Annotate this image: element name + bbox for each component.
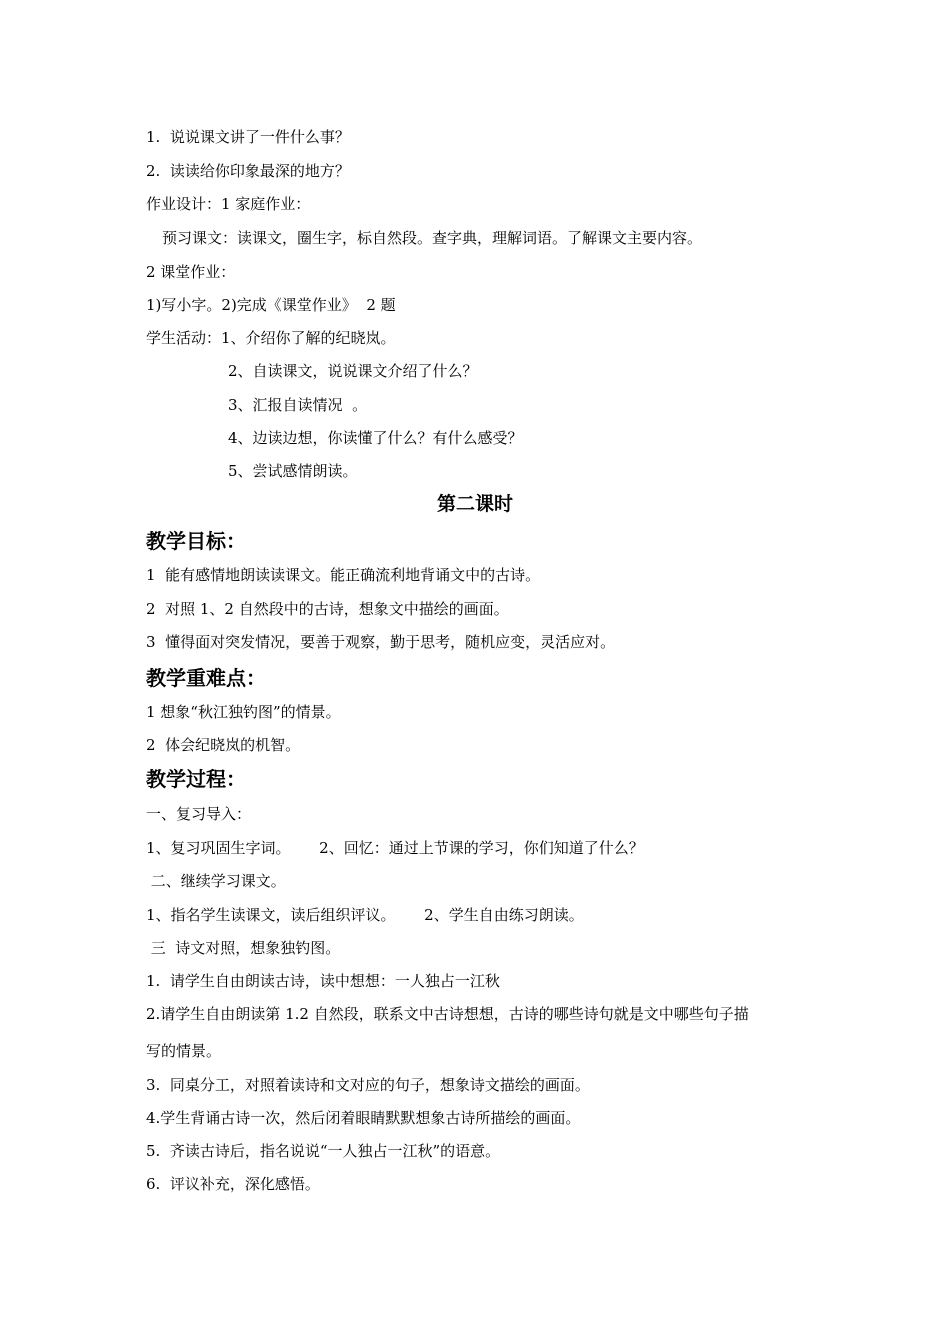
- student-activity-3: 3、汇报自读情况 。: [228, 396, 368, 414]
- poem-step-5: 5. 齐读古诗后，指名说说“一人独占一江秋”的语意。: [146, 1142, 501, 1160]
- goal-3: 3 懂得面对突发情况，要善于观察，勤于思考，随机应变，灵活应对。: [146, 633, 616, 651]
- poem-step-2: 2.请学生自由朗读第 1.2 自然段，联系文中古诗想想，古诗的哪些诗句就是文中哪些句子描: [146, 1005, 749, 1023]
- lesson-title: 第二课时: [436, 493, 513, 515]
- question-1: 1. 说说课文讲了一件什么事？: [146, 128, 350, 146]
- poem-step-6: 6. 评议补充，深化感悟。: [146, 1175, 320, 1193]
- keypoint-2: 2 体会纪晓岚的机智。: [146, 736, 301, 754]
- process-heading: 教学过程：: [146, 767, 246, 791]
- poem-step-4: 4.学生背诵古诗一次，然后闭着眼睛默默想象古诗所描绘的画面。: [146, 1109, 581, 1127]
- goals-heading: 教学目标：: [146, 529, 246, 553]
- goal-1: 1 能有感情地朗读读课文。能正确流利地背诵文中的古诗。: [146, 566, 541, 584]
- poem-step-2-continued: 写的情景。: [146, 1042, 222, 1060]
- student-activity-2: 2、自读课文，说说课文介绍了什么？: [228, 362, 478, 380]
- homework-title: 作业设计：1 家庭作业：: [146, 195, 311, 213]
- student-activity-1: 学生活动：1、介绍你了解的纪晓岚。: [146, 329, 396, 347]
- poem-step-3: 3. 同桌分工，对照着读诗和文对应的句子，想象诗文描绘的画面。: [146, 1076, 590, 1094]
- review-items: 1、复习巩固生字词。 2、回忆：通过上节课的学习，你们知道了什么？: [146, 839, 644, 857]
- homework-preview: 预习课文：读课文，圈生字，标自然段。查字典，理解词语。了解课文主要内容。: [162, 229, 703, 247]
- poem-step-1: 1. 请学生自由朗读古诗，读中想想：一人独占一江秋: [146, 972, 500, 990]
- keypoint-1: 1 想象“秋江独钓图”的情景。: [146, 703, 341, 721]
- question-2: 2. 读读给你印象最深的地方？: [146, 162, 350, 180]
- class-homework-title: 2 课堂作业：: [146, 263, 236, 281]
- student-activity-5: 5、尝试感情朗读。: [228, 462, 358, 480]
- goal-2: 2 对照 1、2 自然段中的古诗，想象文中描绘的画面。: [146, 600, 509, 618]
- step-review: 一、复习导入：: [146, 805, 252, 823]
- student-activity-4: 4、边读边想，你读懂了什么？有什么感受？: [228, 429, 523, 447]
- keypoints-heading: 教学重难点：: [146, 666, 266, 690]
- step-continue: 二、继续学习课文。: [146, 872, 286, 890]
- continue-items: 1、指名学生读课文，读后组织评议。 2、学生自由练习朗读。: [146, 906, 584, 924]
- class-homework-items: 1)写小字。2)完成《课堂作业》 2 题: [146, 296, 396, 314]
- step-poem: 三 诗文对照，想象独钓图。: [146, 939, 341, 957]
